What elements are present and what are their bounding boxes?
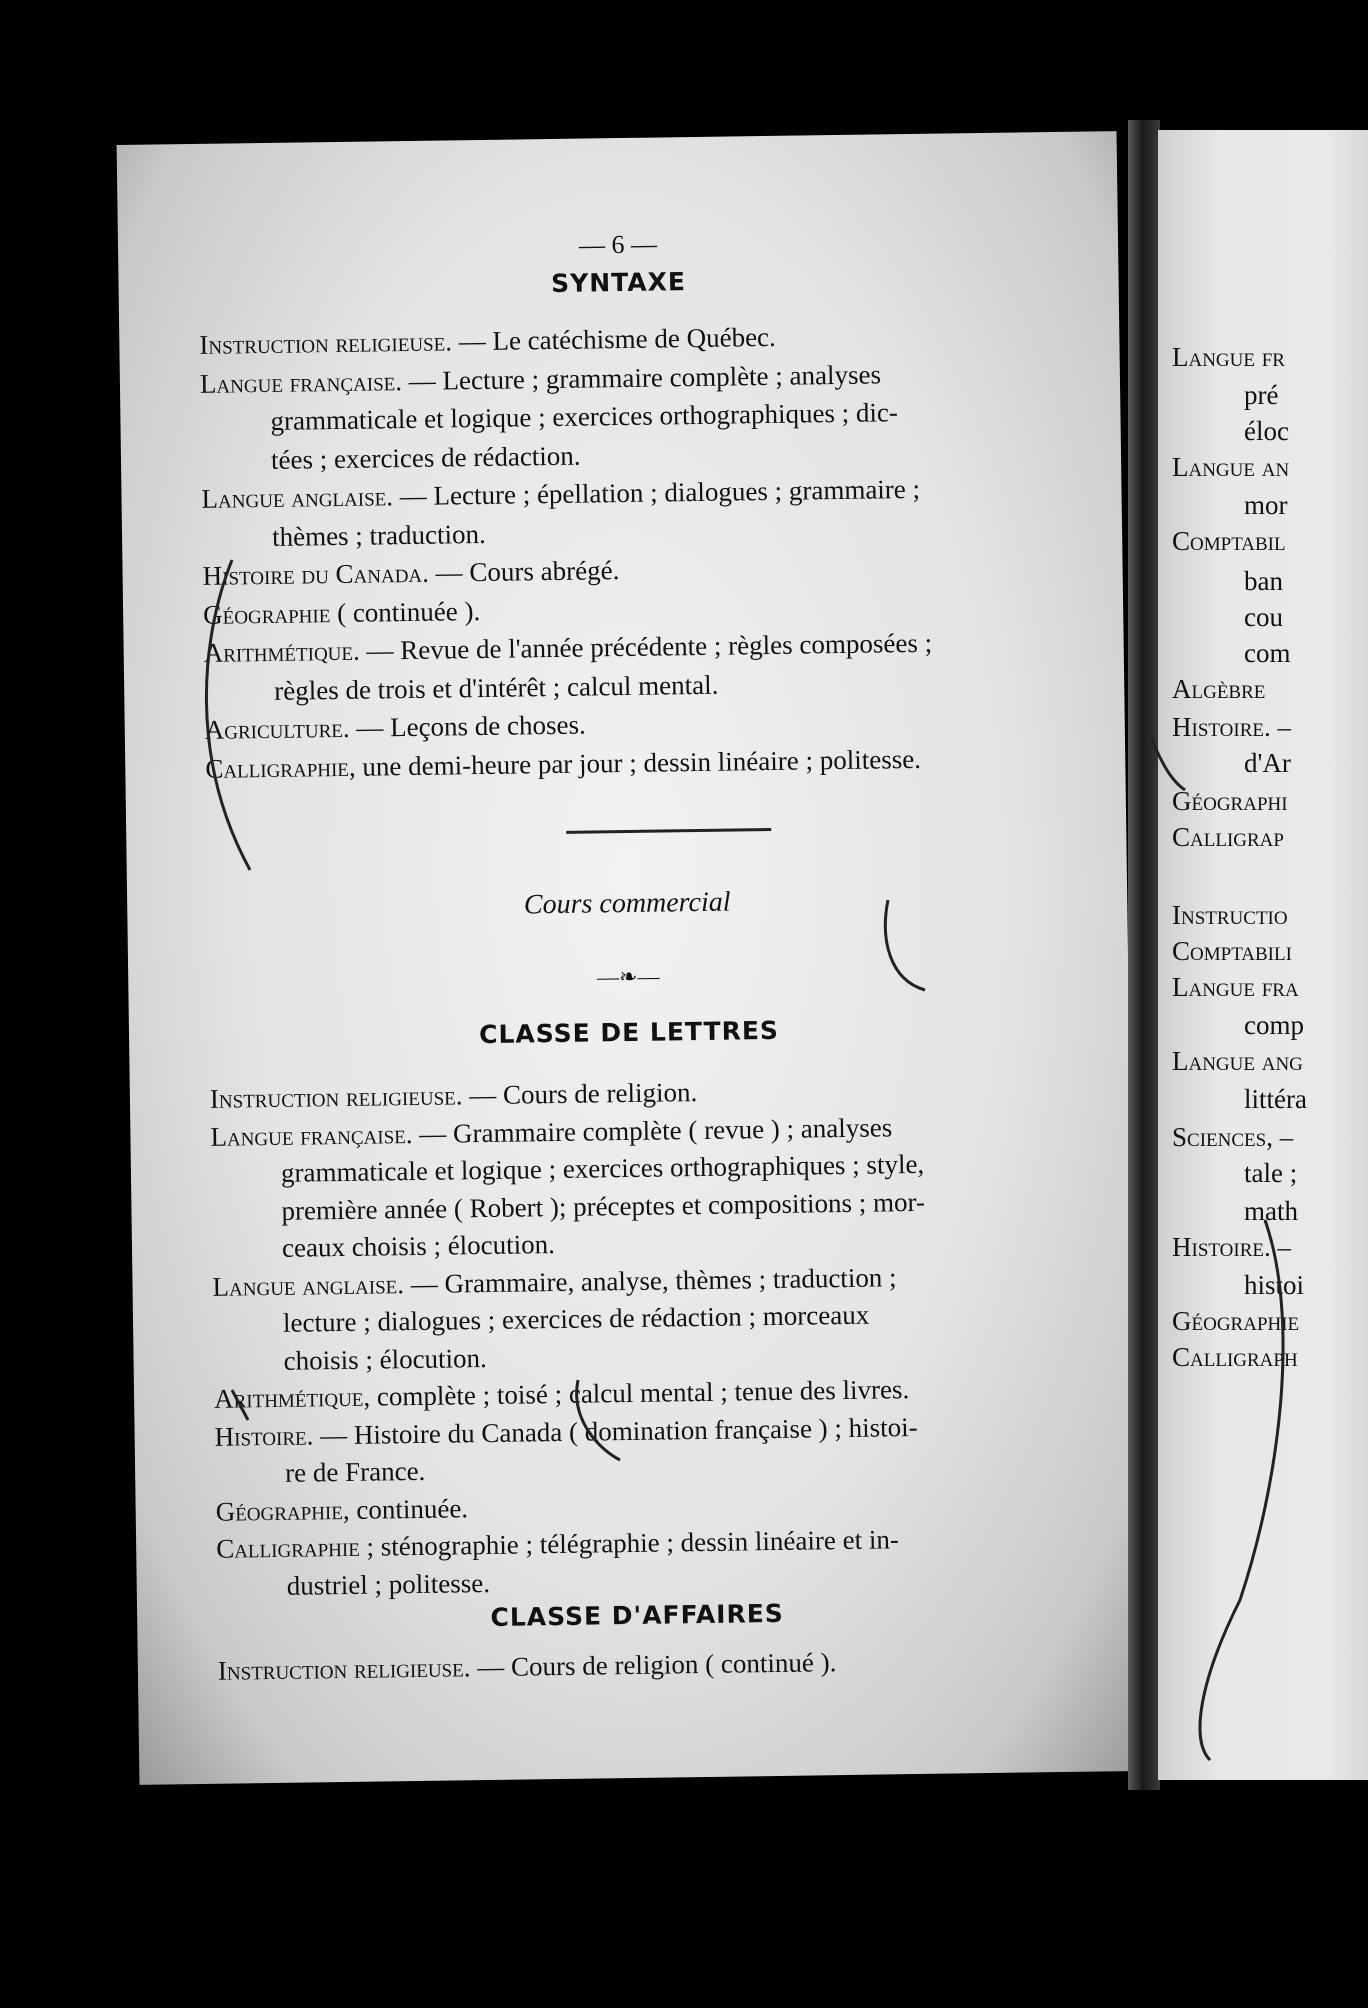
right-page-fragment-line: tale ; — [1244, 1158, 1298, 1188]
right-page-fragment-line: littéra — [1244, 1084, 1307, 1114]
right-page-fragment-line: d'Ar — [1244, 748, 1291, 778]
right-page-fragment — [1158, 130, 1368, 1780]
right-page-fragment-line: cou — [1244, 602, 1283, 632]
subject-label: Calligraphie — [215, 1531, 361, 1564]
ornament: —❧— — [596, 963, 660, 990]
subject-label: Instruction religieuse. — [199, 326, 453, 360]
subject-text: première année ( Robert ); préceptes et compositions ; mor- — [281, 1186, 926, 1226]
subject-text: grammaticale et logique ; exercices orthographiques ; dic- — [270, 397, 899, 436]
subject-label: Agriculture. — [204, 712, 350, 745]
subject-label: Langue française. — [199, 365, 403, 399]
subject-text: règles de trois et d'intérêt ; calcul mental. — [274, 669, 719, 706]
subject-text: — Grammaire complète ( revue ) ; analyses — [412, 1111, 893, 1149]
text-line — [270, 393, 898, 441]
right-page-fragment-line: Instructio — [1172, 900, 1288, 930]
subject-text: lecture ; dialogues ; exercices de rédaction ; morceaux — [282, 1299, 870, 1338]
subject-text: — Lecture ; grammaire complète ; analyses — [401, 358, 882, 396]
right-page-fragment-line: Calligrap — [1172, 822, 1284, 852]
subject-label: Calligraphie, — [205, 751, 356, 784]
text-line — [202, 551, 619, 596]
right-page-fragment-line: Histoire. – — [1172, 712, 1291, 742]
right-page-fragment-line: ban — [1244, 566, 1283, 596]
right-page-fragment-line: Algèbre — [1172, 674, 1266, 704]
subject-text: ; sténographie ; télégraphie ; dessin linéaire et in- — [359, 1524, 900, 1562]
subject-text: re de France. — [284, 1455, 426, 1488]
text-line — [271, 436, 581, 479]
subject-label: Histoire. — [214, 1419, 314, 1452]
subject-text: — Cours de religion. — [462, 1077, 698, 1111]
subject-text: ceaux choisis ; élocution. — [281, 1229, 556, 1263]
subject-text: ( continuée ). — [330, 595, 481, 628]
text-line — [203, 592, 481, 635]
right-page-fragment-line: Comptabili — [1172, 936, 1292, 966]
subject-text: complète ; toisé ; calcul mental ; tenue des livres. — [369, 1374, 910, 1412]
subject-text: dustriel ; politesse. — [286, 1567, 491, 1601]
subject-text: une demi-heure par jour ; dessin linéaire ; politesse. — [355, 743, 922, 782]
text-line — [281, 1182, 925, 1230]
subject-text: — Histoire du Canada ( domination française ) ; histoi- — [313, 1411, 918, 1450]
subject-label: Histoire du Canada. — [202, 557, 430, 591]
text-line — [215, 1489, 468, 1532]
classe-d-affaires-heading: CLASSE D'AFFAIRES — [490, 1598, 785, 1632]
subject-text: — Lecture ; épellation ; dialogues ; grammaire ; — [392, 473, 921, 512]
subject-text: — Grammaire, analyse, thèmes ; traduction ; — [403, 1261, 897, 1299]
text-line — [283, 1296, 870, 1343]
right-page-fragment-line: Langue an — [1172, 452, 1290, 482]
text-line — [205, 706, 587, 750]
right-page-fragment-line: Langue fr — [1172, 342, 1285, 372]
subject-label: Instruction religieuse. — [217, 1652, 471, 1686]
right-page-fragment-line: Langue fra — [1172, 972, 1299, 1002]
subject-text: — Cours abrégé. — [428, 555, 620, 588]
right-page-fragment-line: Sciences, – — [1172, 1122, 1294, 1152]
subject-text: continuée. — [349, 1492, 469, 1525]
right-page-fragment-line: mor — [1244, 490, 1288, 520]
right-page-fragment-line: Langue ang — [1172, 1046, 1303, 1076]
right-page-fragment-line: Géographie — [1172, 1306, 1300, 1336]
subject-label: Langue française. — [210, 1118, 413, 1152]
right-page-fragment-line: pré — [1244, 380, 1279, 410]
subject-text: — Leçons de choses. — [349, 709, 586, 743]
syntaxe-heading: SYNTAXE — [550, 267, 687, 299]
subject-label: Arithmétique. — [203, 635, 360, 668]
subject-label: Arithmétique, — [213, 1381, 371, 1414]
text-line — [283, 1339, 487, 1381]
subject-text: choisis ; élocution. — [283, 1342, 488, 1376]
page-number: — 6 — — [578, 229, 658, 260]
section-divider — [566, 828, 771, 834]
right-page-fragment-line: Comptabil — [1172, 526, 1286, 556]
right-page-fragment-line: Histoire. – — [1172, 1232, 1291, 1262]
text-line — [282, 1225, 555, 1268]
text-line — [218, 1643, 837, 1691]
subject-label: Géographie — [202, 597, 331, 630]
subject-label: Langue anglaise. — [201, 481, 394, 514]
text-line — [285, 1452, 426, 1493]
subject-label: Langue anglaise. — [212, 1268, 405, 1302]
text-line — [216, 1520, 899, 1569]
text-line — [272, 514, 486, 556]
classe-de-lettres-heading: CLASSE DE LETTRES — [478, 1015, 780, 1050]
subject-text: — Cours de religion ( continué ). — [470, 1647, 837, 1683]
subject-text: tées ; exercices de rédaction. — [270, 440, 581, 475]
subject-text: — Revue de l'année précédente ; règles composées ; — [359, 627, 933, 666]
subject-label: Instruction religieuse. — [209, 1080, 463, 1114]
subject-text: thèmes ; traduction. — [271, 518, 486, 552]
left-page — [117, 131, 1140, 1785]
cours-commercial-title: Cours commercial — [523, 886, 731, 921]
right-page-fragment-line: Calligraph — [1172, 1342, 1298, 1372]
book-gutter — [1128, 120, 1160, 1790]
subject-text: — Le catéchisme de Québec. — [451, 321, 776, 357]
right-page-fragment-line: comp — [1244, 1010, 1304, 1040]
right-page-fragment-line: éloc — [1244, 416, 1289, 446]
right-page-fragment-line: Géographi — [1172, 786, 1288, 816]
subject-text: grammaticale et logique ; exercices orthographiques ; style, — [280, 1148, 925, 1188]
right-page-fragment-line: com — [1244, 638, 1291, 668]
right-page-fragment-line: math — [1244, 1196, 1298, 1226]
subject-label: Géographie, — [215, 1494, 350, 1527]
text-line — [274, 665, 719, 710]
right-page-fragment-line: histoi — [1244, 1270, 1305, 1300]
text-line — [286, 1563, 490, 1605]
